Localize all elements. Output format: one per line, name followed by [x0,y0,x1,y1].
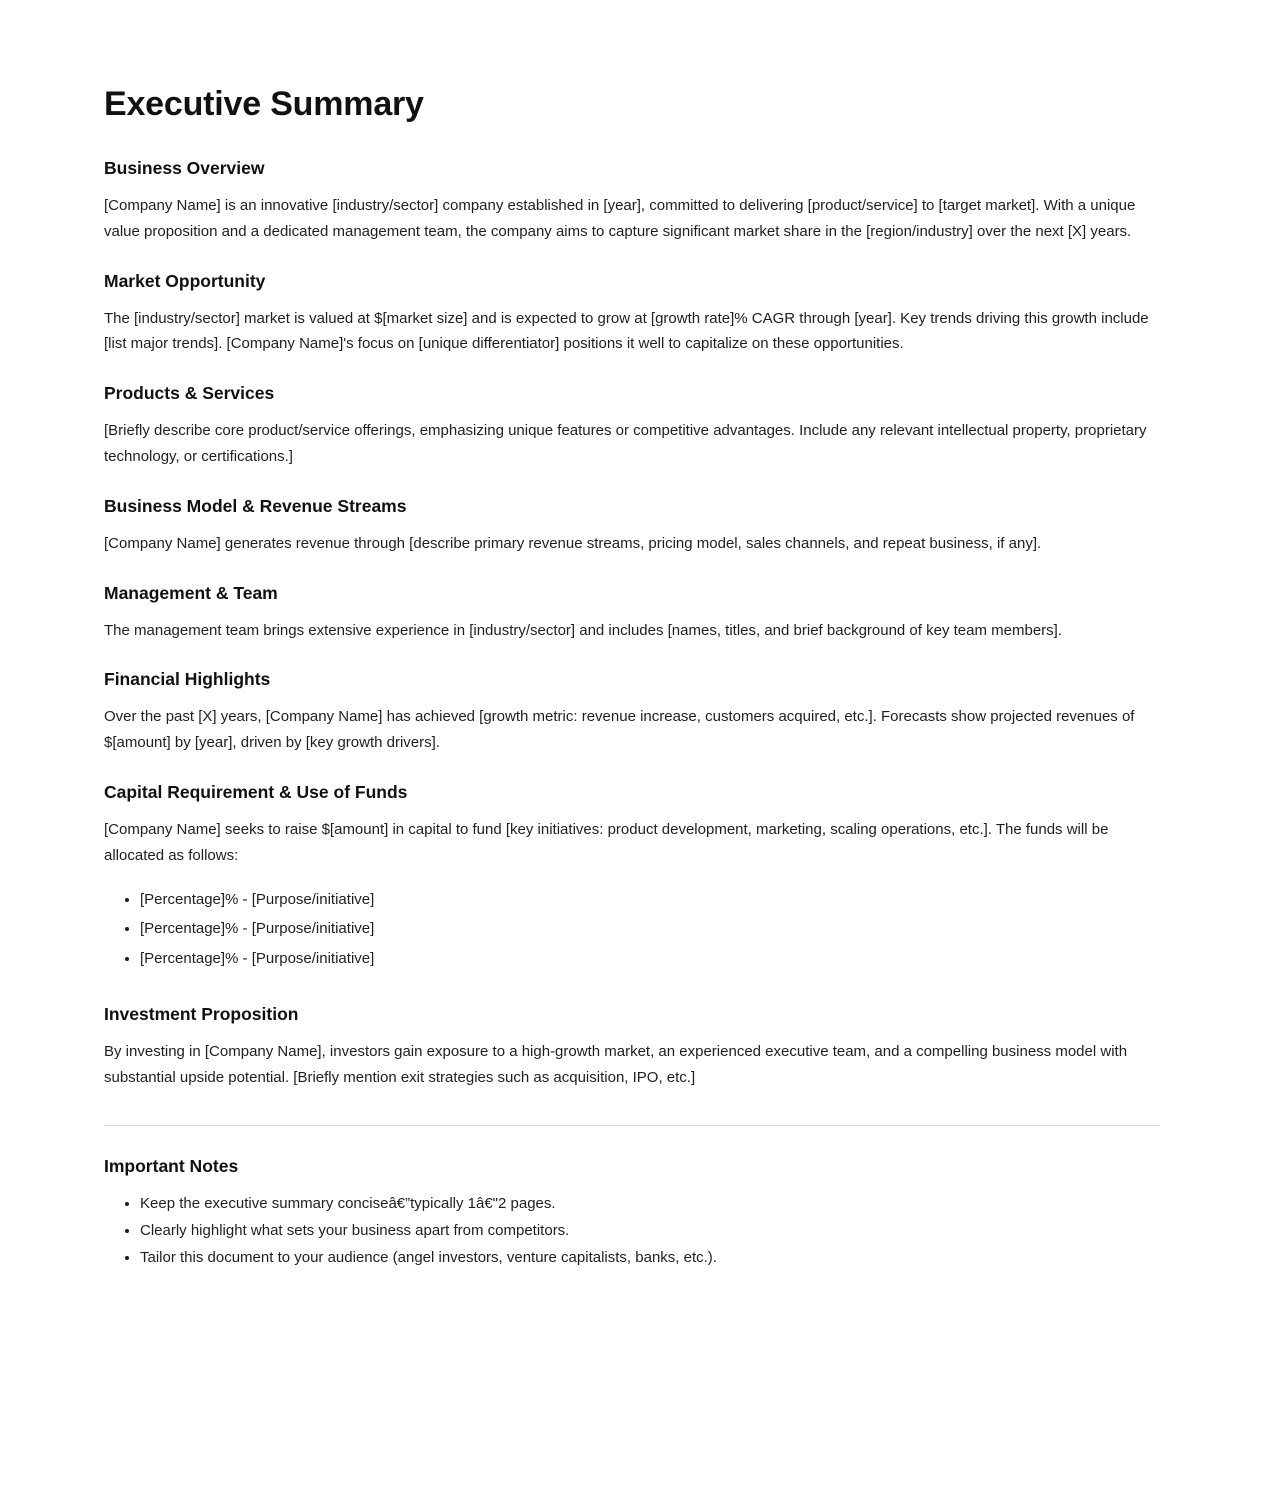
section-body-investment-proposition: By investing in [Company Name], investors gain exposure to a high-growth market, an experienced executive team, and a compelling business model with substantial upside potential. [Briefly mention exit strategies such as acquisition, IPO, etc.] [104,1042,1128,1086]
page-title: Executive Summary [104,85,424,123]
section-market-opportunity [104,271,1159,358]
section-management-team [104,583,1159,644]
section-heading-products-services: Products & Services [104,383,275,404]
section-body-business-model: [Company Name] generates revenue through [describe primary revenue streams, pricing model, sales channels, and repeat business, if any]. [104,534,1042,552]
section-important-notes [104,1156,1159,1271]
section-business-model [104,496,1159,557]
section-business-overview [104,158,1159,245]
section-capital-requirement [104,782,1159,972]
section-heading-financial-highlights: Financial Highlights [104,669,271,690]
section-body-market-opportunity: The [industry/sector] market is valued at $[market size] and is expected to grow at [growth rate]% CAGR through [year]. Key trends driving this growth include [list major trends]. [Company Name]'s focus on [unique differentiator] positions it well to capitalize on these opportunities. [104,309,1149,353]
section-divider [104,1125,1159,1126]
section-heading-business-model: Business Model & Revenue Streams [104,495,407,516]
section-body-capital-requirement: [Company Name] seeks to raise $[amount] in capital to fund [key initiatives: product development, marketing, scaling operations, etc.]. The funds will be allocated as follows: [104,820,1109,864]
section-investment-proposition [104,1004,1159,1091]
list-item: • [Percentage]% - [Purpose/initiative] [140,946,1159,972]
capital-allocation-list [104,887,1159,972]
list-item: • Keep the executive summary conciseâ€”typically 1â€"2 pages. [140,1191,1159,1217]
list-item: • Tailor this document to your audience (angel investors, venture capitalists, banks, etc.). [140,1245,1159,1271]
section-body-management-team: The management team brings extensive experience in [industry/sector] and includes [names, titles, and brief background of key team members]. [104,621,1062,639]
section-body-business-overview: [Company Name] is an innovative [industry/sector] company established in [year], committed to delivering [product/service] to [target market]. With a unique value proposition and a dedicated management team, the company aims to capture significant market share in the [region/industry] over the next [X] years. [104,197,1136,240]
list-item: • Clearly highlight what sets your business apart from competitors. [140,1218,1159,1244]
list-item: • [Percentage]% - [Purpose/initiative] [140,887,1159,913]
section-body-financial-highlights: Over the past [X] years, [Company Name] has achieved [growth metric: revenue increase, customers acquired, etc.]. Forecasts show projected revenues of $[amount] by [year], driven by [key growth drivers]. [104,708,1135,752]
section-heading-investment-proposition: Investment Proposition [104,1003,299,1024]
important-notes-list [104,1191,1159,1271]
list-item: • [Percentage]% - [Purpose/initiative] [140,916,1159,942]
section-heading-market-opportunity: Market Opportunity [104,270,266,291]
section-body-products-services: [Briefly describe core product/service offerings, emphasizing unique features or competitive advantages. Include any relevant intellectual property, proprietary technology, or certifications.] [104,422,1147,465]
section-financial-highlights [104,669,1159,756]
section-heading-capital-requirement: Capital Requirement & Use of Funds [104,781,408,802]
section-heading-important-notes: Important Notes [104,1155,239,1176]
section-products-services [104,383,1159,470]
section-heading-management-team: Management & Team [104,582,278,603]
section-heading-business-overview: Business Overview [104,158,265,178]
